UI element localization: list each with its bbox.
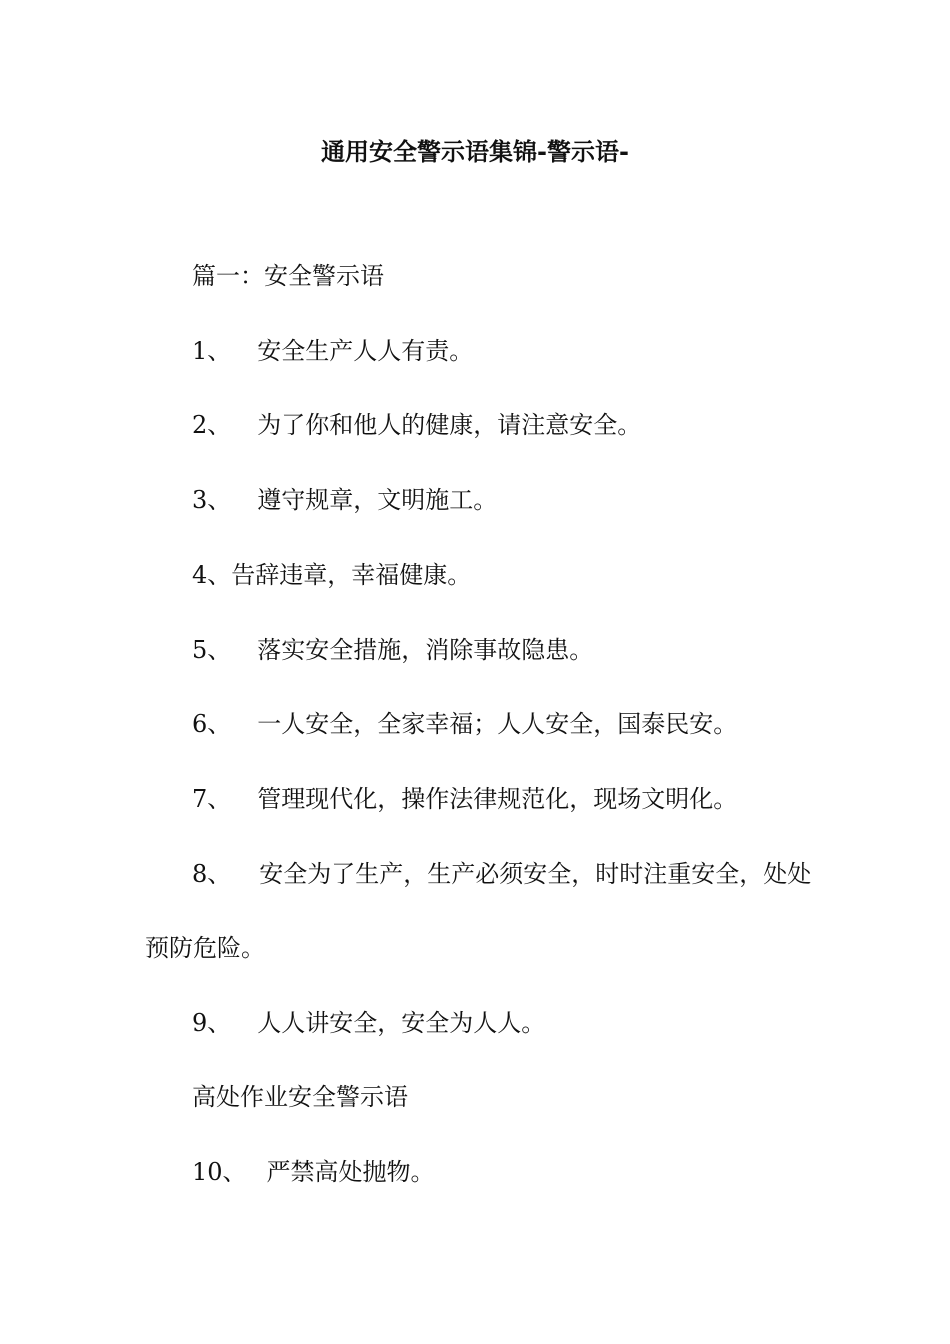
item-number: 2、 (192, 411, 232, 439)
item-number: 6、 (192, 710, 232, 738)
section-heading: 篇一：安全警示语 (192, 262, 384, 290)
list-item (192, 1155, 435, 1189)
list-item (192, 633, 593, 667)
list-item (192, 408, 641, 442)
item-number: 4、 (192, 561, 232, 589)
item-number: 7、 (192, 785, 232, 813)
item-number: 9、 (192, 1009, 232, 1037)
list-item (192, 1006, 545, 1040)
list-item (192, 334, 473, 368)
item-text: 为了你和他人的健康，请注意安全。 (257, 411, 642, 439)
item-text: 安全为了生产，生产必须安全，时时注重安全，处处 (259, 860, 812, 888)
item-number: 5、 (192, 636, 232, 664)
item-text: 遵守规章，文明施工。 (257, 486, 498, 514)
list-item (192, 782, 737, 816)
subheading: 高处作业安全警示语 (192, 1083, 408, 1111)
item-text: 落实安全措施，消除事故隐患。 (257, 636, 594, 664)
item-number: 1、 (192, 337, 232, 365)
item-number: 3、 (192, 486, 232, 514)
document-title: 通用安全警示语集锦-警示语- (321, 138, 629, 166)
list-item (192, 707, 737, 741)
item-text: 管理现代化，操作法律规范化，现场文明化。 (257, 785, 738, 813)
item-number: 10、 (192, 1158, 247, 1186)
item-text: 严禁高处抛物。 (266, 1158, 435, 1186)
item-number: 8、 (192, 860, 232, 888)
list-item (192, 857, 811, 891)
item-text: 人人讲安全，安全为人人。 (257, 1009, 546, 1037)
list-item-continuation: 预防危险。 (145, 934, 265, 962)
item-text: 安全生产人人有责。 (257, 337, 474, 365)
item-text: 告辞违章，幸福健康。 (231, 561, 472, 589)
list-item (192, 558, 471, 592)
item-text: 一人安全，全家幸福；人人安全，国泰民安。 (257, 710, 738, 738)
list-item (192, 483, 497, 517)
